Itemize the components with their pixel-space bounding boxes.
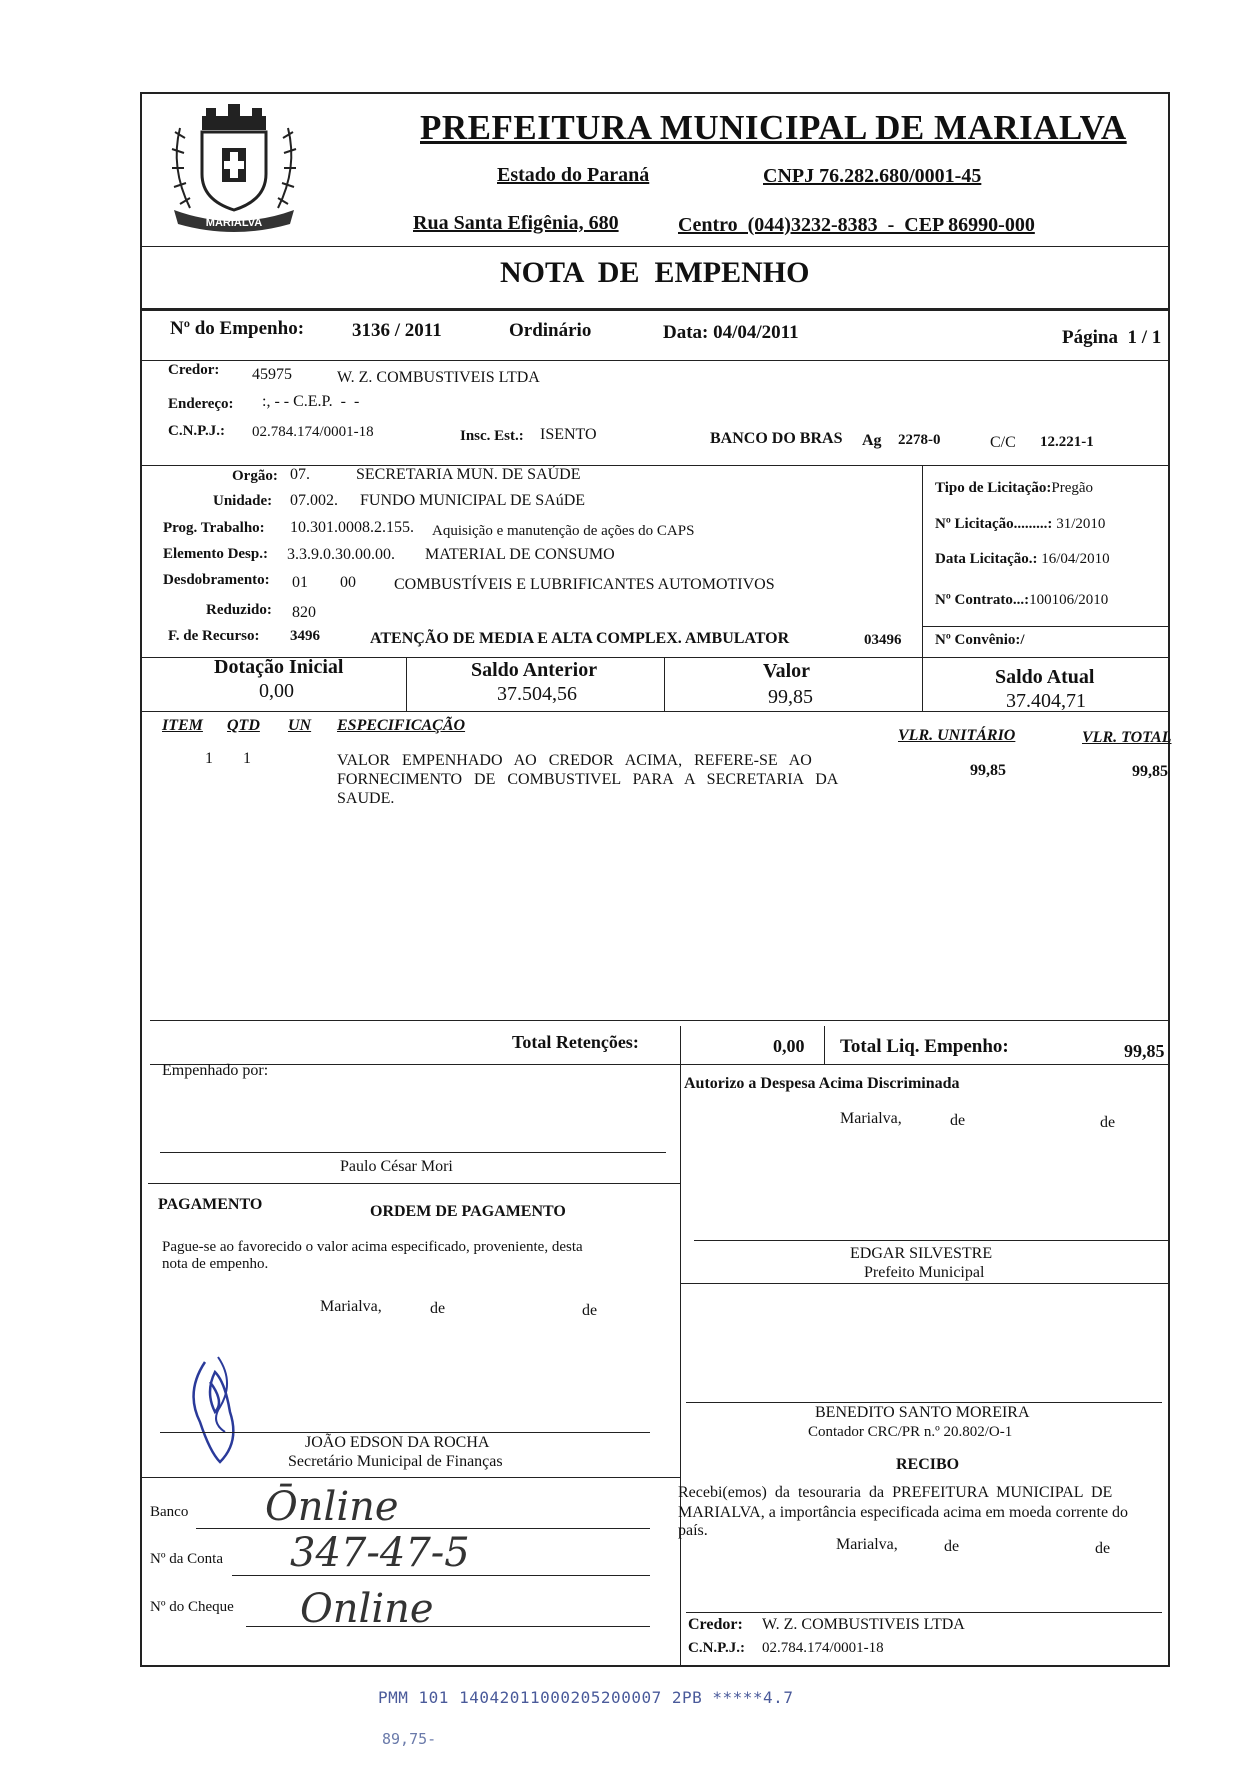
contador-title: Contador CRC/PR n.º 20.802/O-1 xyxy=(808,1424,1013,1440)
account-value: 12.221-1 xyxy=(1040,434,1094,450)
numero-licitacao-value: 31/2010 xyxy=(1056,516,1106,532)
saldo-atual-value: 37.404,71 xyxy=(1006,690,1086,712)
banco-handwritten: Ōnline xyxy=(265,1484,399,1530)
credor-name: W. Z. COMBUSTIVEIS LTDA xyxy=(337,369,540,386)
recibo-label: RECIBO xyxy=(896,1456,960,1473)
pague-text-1: Pague-se ao favorecido o valor acima especificado, proveniente, desta xyxy=(162,1239,583,1255)
recibo-city: Marialva, xyxy=(836,1536,898,1553)
numero-contrato xyxy=(935,592,1108,609)
data-licitacao xyxy=(935,551,1110,568)
prefeito-name: EDGAR SILVESTRE xyxy=(850,1245,993,1262)
unidade-name: FUNDO MUNICIPAL DE SAúDE xyxy=(360,492,586,509)
mechanical-stamp-2: 89,75- xyxy=(382,1730,437,1748)
recibo-text-3: país. xyxy=(678,1522,708,1539)
saldo-anterior-label: Saldo Anterior xyxy=(471,659,598,681)
pague-text-2: nota de empenho. xyxy=(162,1256,269,1272)
autorizo-de-1: de xyxy=(950,1112,966,1129)
orgao-code: 07. xyxy=(290,466,310,483)
numero-licitacao-label: Nº Licitação.........: xyxy=(935,516,1053,532)
table-row-item: 1 xyxy=(205,750,213,767)
desdobramento-name: COMBUSTÍVEIS E LUBRIFICANTES AUTOMOTIVOS xyxy=(394,576,775,593)
recurso-code-2: 03496 xyxy=(864,632,902,648)
data-licitacao-label: Data Licitação.: xyxy=(935,551,1038,567)
page-number: Página 1 / 1 xyxy=(1062,327,1162,348)
dotacao-label: Dotação Inicial xyxy=(214,656,344,678)
numero-licitacao xyxy=(935,516,1105,533)
document-title: NOTA DE EMPENHO xyxy=(500,256,810,289)
header-district: Centro (044)3232-8383 - CEP 86990-000 xyxy=(678,214,1035,236)
col-espec-header: ESPECIFICAÇÃO xyxy=(337,717,466,734)
credor-cnpj-label: C.N.P.J.: xyxy=(168,423,225,439)
agency-label: Ag xyxy=(862,432,882,449)
pague-city: Marialva, xyxy=(320,1298,382,1315)
crest-banner-text: MARIALVA xyxy=(205,217,263,229)
finance-signature xyxy=(180,1352,260,1472)
elemento-label: Elemento Desp.: xyxy=(163,546,268,562)
empenhado-name: Paulo César Mori xyxy=(340,1158,453,1175)
orgao-label: Orgão: xyxy=(232,468,278,484)
dotacao-value: 0,00 xyxy=(259,680,294,702)
empenho-date: Data: 04/04/2011 xyxy=(663,322,799,343)
col-vunit-header: VLR. UNITÁRIO xyxy=(898,727,1016,744)
desdobramento-label: Desdobramento: xyxy=(163,572,270,588)
empenhado-label: Empenhado por: xyxy=(162,1062,269,1079)
unidade-code: 07.002. xyxy=(290,492,338,509)
retencoes-label: Total Retenções: xyxy=(512,1032,639,1052)
header-street: Rua Santa Efigênia, 680 xyxy=(413,212,619,234)
crest-logo xyxy=(160,98,308,236)
desdobramento-a: 01 xyxy=(292,574,308,591)
recibo-cnpj: 02.784.174/0001-18 xyxy=(762,1640,884,1656)
table-row-qtd: 1 xyxy=(243,750,251,767)
table-row-vtotal: 99,85 xyxy=(1132,763,1168,780)
col-item-header: ITEM xyxy=(162,717,203,734)
prefeito-title: Prefeito Municipal xyxy=(864,1264,985,1281)
pagamento-label: PAGAMENTO xyxy=(158,1196,263,1213)
recibo-de-1: de xyxy=(944,1538,960,1555)
contador-name: BENEDITO SANTO MOREIRA xyxy=(815,1404,1030,1421)
conta-label: Nº da Conta xyxy=(150,1551,223,1567)
finance-name: JOÃO EDSON DA ROCHA xyxy=(305,1434,490,1451)
bank-name: BANCO DO BRAS xyxy=(710,430,843,447)
liquido-label: Total Liq. Empenho: xyxy=(840,1036,1009,1057)
state-label: Estado do Paraná xyxy=(497,164,650,186)
numero-contrato-label: Nº Contrato...: xyxy=(935,592,1030,608)
valor-label: Valor xyxy=(763,660,811,682)
endereco-label: Endereço: xyxy=(168,396,234,412)
recurso-name: ATENÇÃO DE MEDIA E ALTA COMPLEX. AMBULATOR xyxy=(370,630,790,647)
unidade-label: Unidade: xyxy=(213,493,273,509)
conta-handwritten: 347-47-5 xyxy=(290,1530,470,1576)
col-un-header: UN xyxy=(288,717,312,734)
endereco-value: :, - - C.E.P. - - xyxy=(262,393,360,410)
prog-code: 10.301.0008.2.155. xyxy=(290,519,414,536)
agency-value: 2278-0 xyxy=(898,432,941,448)
mechanical-stamp: PMM 101 14042011000205200007 2PB *****4.7 xyxy=(378,1688,794,1707)
recibo-credor-label: Credor: xyxy=(688,1616,743,1633)
pague-de-1: de xyxy=(430,1300,446,1317)
credor-label: Credor: xyxy=(168,362,220,378)
orgao-name: SECRETARIA MUN. DE SAÚDE xyxy=(356,466,581,483)
credor-cnpj: 02.784.174/0001-18 xyxy=(252,424,374,440)
empenho-type: Ordinário xyxy=(509,320,592,341)
numero-contrato-value: 100106/2010 xyxy=(1029,592,1109,608)
header-cnpj: CNPJ 76.282.680/0001-45 xyxy=(763,165,982,187)
table-row-vunit: 99,85 xyxy=(970,762,1006,779)
autorizo-de-2: de xyxy=(1100,1114,1116,1131)
valor-value: 99,85 xyxy=(768,686,813,708)
insc-value: ISENTO xyxy=(540,426,597,443)
reduzido-value: 820 xyxy=(292,604,316,621)
numero-convenio: Nº Convênio:/ xyxy=(935,632,1025,648)
prog-label: Prog. Trabalho: xyxy=(163,520,265,536)
table-row-espec-1: VALOR EMPENHADO AO CREDOR ACIMA, REFERE-SE AO xyxy=(337,752,812,769)
saldo-anterior-value: 37.504,56 xyxy=(497,683,577,705)
prog-name: Aquisição e manutenção de ações do CAPS xyxy=(432,523,695,539)
retencoes-value: 0,00 xyxy=(773,1036,805,1056)
tipo-licitacao-label: Tipo de Licitação: xyxy=(935,480,1052,496)
data-licitacao-value: 16/04/2010 xyxy=(1041,551,1110,567)
elemento-code: 3.3.9.0.30.00.00. xyxy=(287,546,395,563)
municipality-title: PREFEITURA MUNICIPAL DE MARIALVA xyxy=(420,108,1127,147)
recurso-code: 3496 xyxy=(290,628,320,644)
recibo-de-2: de xyxy=(1095,1540,1111,1557)
autorizo-text: Autorizo a Despesa Acima Discriminada xyxy=(684,1075,960,1092)
tipo-licitacao xyxy=(935,480,1093,497)
empenho-number-label: Nº do Empenho: xyxy=(170,318,305,339)
cheque-handwritten: Online xyxy=(300,1586,434,1632)
col-qtd-header: QTD xyxy=(227,717,260,734)
recibo-text-1: Recebi(emos) da tesouraria da PREFEITURA MUNICIPAL DE xyxy=(678,1484,1113,1501)
table-row-espec-3: SAUDE. xyxy=(337,790,395,807)
banco-label: Banco xyxy=(150,1504,189,1520)
table-row-espec-2: FORNECIMENTO DE COMBUSTIVEL PARA A SECRETARIA DA xyxy=(337,771,839,788)
recurso-label: F. de Recurso: xyxy=(168,628,260,644)
cheque-label: Nº do Cheque xyxy=(150,1599,234,1615)
col-vtotal-header: VLR. TOTAL xyxy=(1082,729,1172,746)
empenho-number: 3136 / 2011 xyxy=(352,320,442,341)
recibo-credor-name: W. Z. COMBUSTIVEIS LTDA xyxy=(762,1616,965,1633)
reduzido-label: Reduzido: xyxy=(206,602,272,618)
liquido-value: 99,85 xyxy=(1124,1041,1165,1061)
credor-code: 45975 xyxy=(252,366,292,383)
insc-label: Insc. Est.: xyxy=(460,428,524,444)
autorizo-city: Marialva, xyxy=(840,1110,902,1127)
recibo-cnpj-label: C.N.P.J.: xyxy=(688,1640,745,1656)
desdobramento-b: 00 xyxy=(340,574,356,591)
pague-de-2: de xyxy=(582,1302,598,1319)
ordem-pagamento-label: ORDEM DE PAGAMENTO xyxy=(370,1203,566,1220)
tipo-licitacao-value: Pregão xyxy=(1051,480,1094,496)
finance-title: Secretário Municipal de Finanças xyxy=(288,1453,503,1470)
account-label: C/C xyxy=(990,434,1016,451)
recibo-text-2: MARIALVA, a importância especificada acima em moeda corrente do xyxy=(678,1504,1129,1521)
saldo-atual-label: Saldo Atual xyxy=(995,666,1095,688)
elemento-name: MATERIAL DE CONSUMO xyxy=(425,546,615,563)
